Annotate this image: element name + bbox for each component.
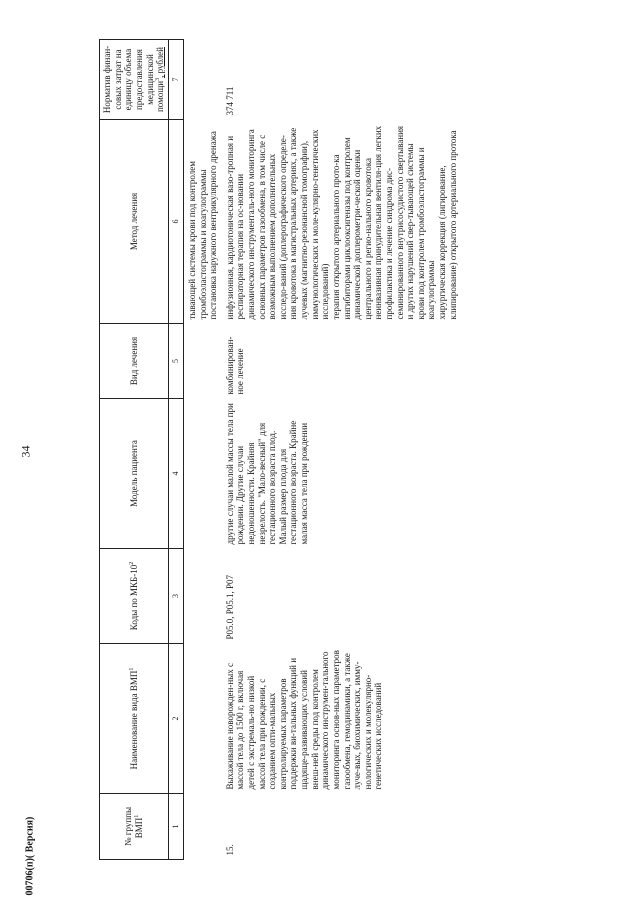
vmp-table bbox=[99, 39, 461, 860]
treatment-method-cell bbox=[222, 120, 461, 324]
column-index: 3 bbox=[169, 549, 184, 644]
method-text: постановка наружного вентрикулярного дренажа bbox=[208, 131, 219, 320]
document-table-sheet bbox=[99, 40, 604, 860]
group-number-cell: 15. bbox=[224, 844, 235, 856]
method-text: тывающей системы крови под контролем тромбоэластограммы и коагулограммы bbox=[187, 161, 208, 320]
header-group-number: № группы ВМП$^1$ bbox=[100, 794, 169, 860]
header-row bbox=[100, 40, 169, 860]
method-text: неинвазивная принудительная вентиля-ция легких bbox=[373, 125, 384, 320]
method-text: профилактика и лечение синдрома дис-семинированного внутрисосудистого свертывания и других нарушений свер-тывающей системы крови под контролем тромбоэластограммы и коагулограммы bbox=[383, 125, 437, 320]
method-text: хирургическая коррекция (лигирование, клипирование) открытого артериального протока bbox=[437, 130, 458, 320]
header-icd-codes: Коды по МКБ-$10^2$ bbox=[100, 549, 169, 644]
vmp-name-cell: Выхаживание новорожден-ных с массой тела до 1500 г, включая детей с экстремаль-но низкой массой тела при рождении, с созданием опти-мальных контролируемых параметров поддержки ви-тальных функций и щадяще-развивающих условий внеш-ней среды под контролем динамического инструмен-тального мониторинга основ-ных параметров газообмена, гемодинамики, а также луче-вых, биохимических, имму-нологических и молекулярно-генетических исследований bbox=[224, 650, 384, 790]
header-cost-norm: Норматив финан-совых затрат на единицу объема предоставления медицинской помощи$^3$, рублей bbox=[100, 40, 169, 120]
header-treatment-method: Метод лечения bbox=[100, 120, 169, 324]
patient-model-cell: другие случаи малой массы тела при рождении. Другие случаи недоношенности. Крайняя незрелость. "Мало-весный" для гестационного возраста плод. Малый размер плода для гестационного возраста. Крайне малая масса тела при рождении bbox=[224, 403, 310, 545]
header-vmp-name: Наименование вида ВМП$^1$ bbox=[100, 644, 169, 794]
page-number: 34 bbox=[18, 445, 33, 458]
column-index: 7 bbox=[169, 40, 184, 120]
icd-codes-cell: P05.0, P05.1, P07 bbox=[224, 574, 235, 640]
cost-norm-cell: 374 711 bbox=[224, 86, 235, 116]
continuation-row bbox=[184, 40, 222, 860]
column-index: 4 bbox=[169, 399, 184, 549]
header-treatment-type: Вид лечения bbox=[100, 324, 169, 399]
column-index: 2 bbox=[169, 644, 184, 794]
continuation-method-cell bbox=[184, 120, 222, 324]
column-index: 6 bbox=[169, 120, 184, 324]
method-text: инфузионная, кардиотоническая вазо-тропная и респираторная терапия на ос-новании динамического инструменталь-ного мониторинга основных параметров газообмена, в том числе с возможным выполнением дополнительных исследо-ваний (доплерографического определе-ния кровотока в магистральных артериях, а также лучевых (магнитно-резонансной томографии), иммунологических и моле-кулярно-генетических исследований) bbox=[224, 127, 331, 320]
column-index: 1 bbox=[169, 794, 184, 860]
column-index-row bbox=[169, 40, 184, 860]
header-patient-model: Модель пациента bbox=[100, 399, 169, 549]
method-text: терапия открытого артериального прото-ка ингибиторами циклооксигеназы под контролем динамической доплерометри-ческой оценки центрального и регио-нального кровотока bbox=[330, 137, 373, 320]
column-index: 5 bbox=[169, 324, 184, 399]
document-footer: 00706(п)( Версия) bbox=[24, 816, 36, 896]
table-row bbox=[222, 40, 461, 860]
treatment-type-cell: комбинирован-ное лечение bbox=[224, 336, 246, 395]
